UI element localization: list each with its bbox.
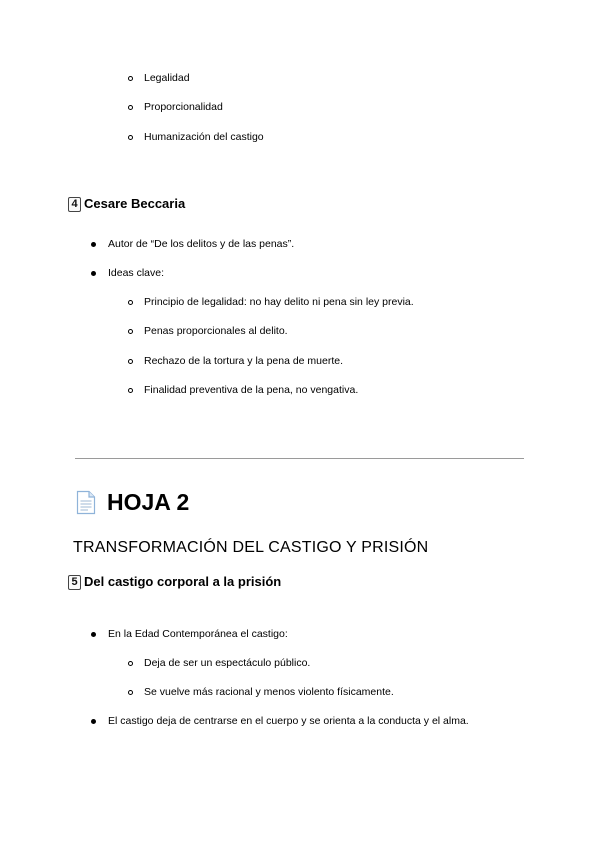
list-item: Principio de legalidad: no hay delito ni pena sin ley previa. [144,296,414,308]
keycap-number-icon: 5 [68,575,81,590]
list-item: Ideas clave: [108,267,165,279]
horizontal-divider [75,458,524,459]
disc-bullet-icon [91,271,96,276]
list-item: Autor de “De los delitos y de las penas”. [108,238,295,250]
circle-bullet-icon [128,329,133,334]
list-item: Proporcionalidad [144,101,223,113]
page-title: HOJA 2 [107,489,190,515]
list-item: Penas proporcionales al delito. [144,325,288,337]
circle-bullet-icon [128,76,133,81]
list-item: En la Edad Contemporánea el castigo: [108,628,288,640]
circle-bullet-icon [128,105,133,110]
keycap-number-icon: 4 [68,197,81,212]
section-heading: Cesare Beccaria [84,196,186,211]
list-item: Deja de ser un espectáculo público. [144,657,311,669]
circle-bullet-icon [128,135,133,140]
list-item: Rechazo de la tortura y la pena de muerte. [144,355,344,367]
section-heading: Del castigo corporal a la prisión [84,574,282,589]
circle-bullet-icon [128,661,133,666]
list-item: Finalidad preventiva de la pena, no vengativa. [144,384,359,396]
disc-bullet-icon [91,242,96,247]
list-item: Humanización del castigo [144,131,264,143]
page-facing-up-icon [76,490,96,515]
circle-bullet-icon [128,359,133,364]
list-item: Se vuelve más racional y menos violento físicamente. [144,686,394,698]
list-item: Legalidad [144,72,190,84]
section-title: TRANSFORMACIÓN DEL CASTIGO Y PRISIÓN [73,539,429,556]
circle-bullet-icon [128,388,133,393]
disc-bullet-icon [91,719,96,724]
circle-bullet-icon [128,690,133,695]
disc-bullet-icon [91,632,96,637]
list-item: El castigo deja de centrarse en el cuerpo y se orienta a la conducta y el alma. [108,715,469,727]
circle-bullet-icon [128,300,133,305]
